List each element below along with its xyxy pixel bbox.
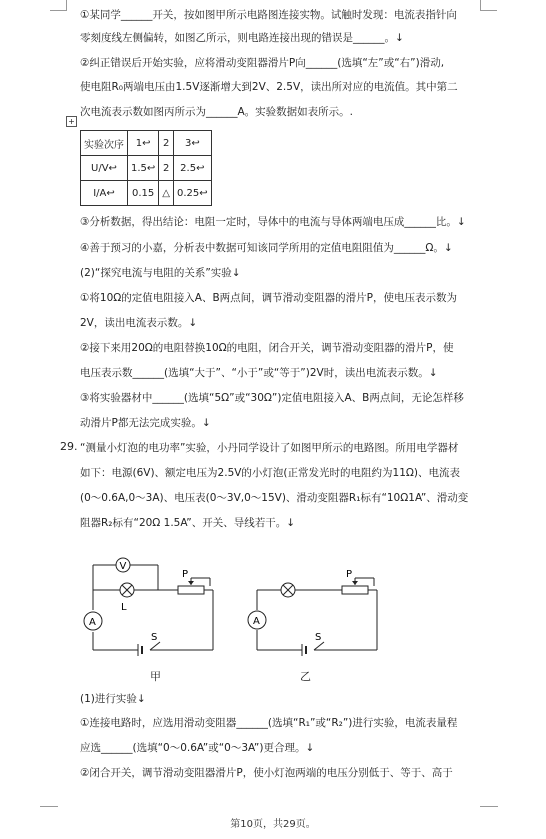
- ammeter-label-left: A: [89, 617, 96, 628]
- caption-left: 甲: [150, 670, 161, 683]
- text-line: (1)进行实验↓: [80, 693, 146, 705]
- corner-mark-top-right: [480, 0, 497, 11]
- table-cell: 1.5↩: [128, 156, 159, 181]
- table-cell: I/A↩: [81, 181, 128, 206]
- text-line: 应选______(选填“0～0.6A”或“0～3A”)更合理。↓: [80, 742, 315, 754]
- text-line: 2V，读出电流表示数。↓: [80, 317, 198, 329]
- table-cell: U/V↩: [81, 156, 128, 181]
- text-line: ③将实验器材中______(选填“5Ω”或“30Ω”)定值电阻接入A、B两点间，无论怎样移: [80, 392, 464, 404]
- table-cell: 2: [159, 156, 174, 181]
- table-cell: 0.25↩: [174, 181, 212, 206]
- table-cell: 实验次序: [81, 131, 128, 156]
- slider-label-right: P: [346, 569, 353, 580]
- table-cell: 0.15: [128, 181, 159, 206]
- text-line: 阻器R₂标有“20Ω 1.5A”、开关、导线若干。↓: [80, 517, 295, 529]
- text-line: 次电流表示数如图丙所示为______A。实验数据如表所示。.: [80, 106, 354, 118]
- text-line: (0～0.6A,0～3A)、电压表(0～3V,0～15V)、滑动变阻器R₁标有“10Ω1A”、滑动变: [80, 492, 469, 504]
- text-line: (2)“探究电流与电阻的关系”实验↓: [80, 267, 241, 279]
- text-line: ②闭合开关，调节滑动变阻器滑片P，使小灯泡两端的电压分别低于、等于、高于: [80, 767, 453, 779]
- text-line: ①某同学______开关，按如图甲所示电路图连接实物。试触时发现：电流表指针向: [80, 9, 457, 21]
- table-move-handle[interactable]: +: [66, 116, 77, 127]
- table-row: [81, 156, 212, 181]
- switch-label-left: S: [151, 632, 158, 643]
- text-line: 零刻度线左侧偏转，如图乙所示，则电路连接出现的错误是______。↓: [80, 32, 404, 44]
- data-table: [80, 130, 212, 206]
- text-line: 使电阻R₀两端电压由1.5V逐渐增大到2V、2.5V，读出所对应的电流值。其中第二: [80, 81, 458, 93]
- text-line: ②纠正错误后开始实验，应将滑动变阻器滑片P向______(选填“左”或“右”)滑动,: [80, 57, 445, 69]
- circuit-diagram-right: [242, 560, 392, 670]
- text-line: ①连接电路时，应选用滑动变阻器______(选填“R₁”或“R₂”)进行实验，电流表量程: [80, 717, 458, 729]
- switch-label-right: S: [315, 632, 322, 643]
- text-line: 电压表示数______(选填“大于”、“小于”或“等于”)2V时，读出电流表示数。↓: [80, 367, 438, 379]
- text-line: ④善于预习的小嘉，分析表中数据可知该同学所用的定值电阻阻值为______Ω。↓: [80, 242, 453, 254]
- question-number: 29.: [60, 440, 78, 453]
- text-line: “测量小灯泡的电功率”实验，小丹同学设计了如图甲所示的电路图。所用电学器材: [80, 442, 459, 454]
- text-line: 动滑片P都无法完成实验。↓: [80, 417, 211, 429]
- circuit-diagram-left: [78, 540, 238, 670]
- text-line: 如下：电源(6V)、额定电压为2.5V的小灯泡(正常发光时的电阻约为11Ω)、电流表: [80, 467, 461, 479]
- caption-right: 乙: [300, 670, 311, 683]
- page-footer: 第10页，共29页。: [230, 819, 316, 830]
- table-cell: 3↩: [174, 131, 212, 156]
- table-cell: △: [159, 181, 174, 206]
- lamp-label: L: [121, 602, 127, 613]
- table-cell: 2.5↩: [174, 156, 212, 181]
- text-line: ②接下来用20Ω的电阻替换10Ω的电阻，闭合开关，调节滑动变阻器的滑片P，使: [80, 342, 454, 354]
- ammeter-label-right: A: [253, 616, 260, 627]
- table-row: [81, 181, 212, 206]
- slider-label-left: P: [182, 569, 189, 580]
- voltmeter-label: V: [119, 561, 127, 572]
- table-cell: 2: [159, 131, 174, 156]
- table-cell: 1↩: [128, 131, 159, 156]
- corner-mark-top-left: [50, 0, 67, 11]
- text-line: ①将10Ω的定值电阻接入A、B两点间，调节滑动变阻器的滑片P，使电压表示数为: [80, 292, 458, 304]
- text-line: ③分析数据，得出结论：电阻一定时，导体中的电流与导体两端电压成______比。↓: [80, 216, 466, 228]
- table-row: [81, 131, 212, 156]
